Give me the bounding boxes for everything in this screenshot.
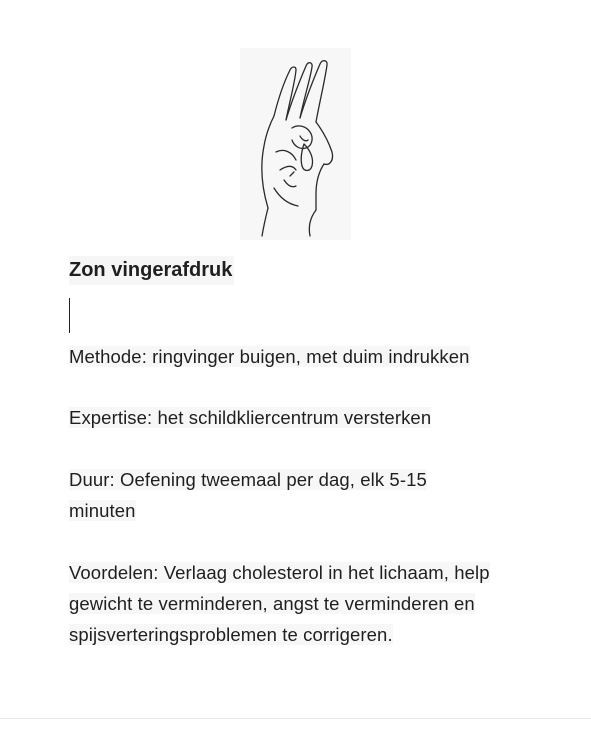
text-cursor [69, 298, 70, 333]
method-text: Methode: ringvinger buigen, met duim indrukken [69, 346, 470, 367]
expertise-text: Expertise: het schildkliercentrum versterken [69, 407, 432, 428]
duration-text: Duur: Oefening tweemaal per dag, elk 5-15 minuten [69, 469, 427, 521]
benefits-text: Voordelen: Verlaag cholesterol in het lichaam, help gewicht te verminderen, angst te verminderen en spijsverteringsproblemen te corrigeren. [69, 562, 490, 645]
method-paragraph [69, 341, 529, 372]
expertise-paragraph [69, 402, 529, 433]
hand-icon [240, 48, 351, 240]
page-title: Zon vingerafdruk [69, 256, 234, 285]
benefits-paragraph [69, 557, 509, 650]
page-divider [0, 718, 591, 719]
duration-paragraph [69, 464, 489, 526]
hand-mudra-illustration [240, 48, 351, 240]
